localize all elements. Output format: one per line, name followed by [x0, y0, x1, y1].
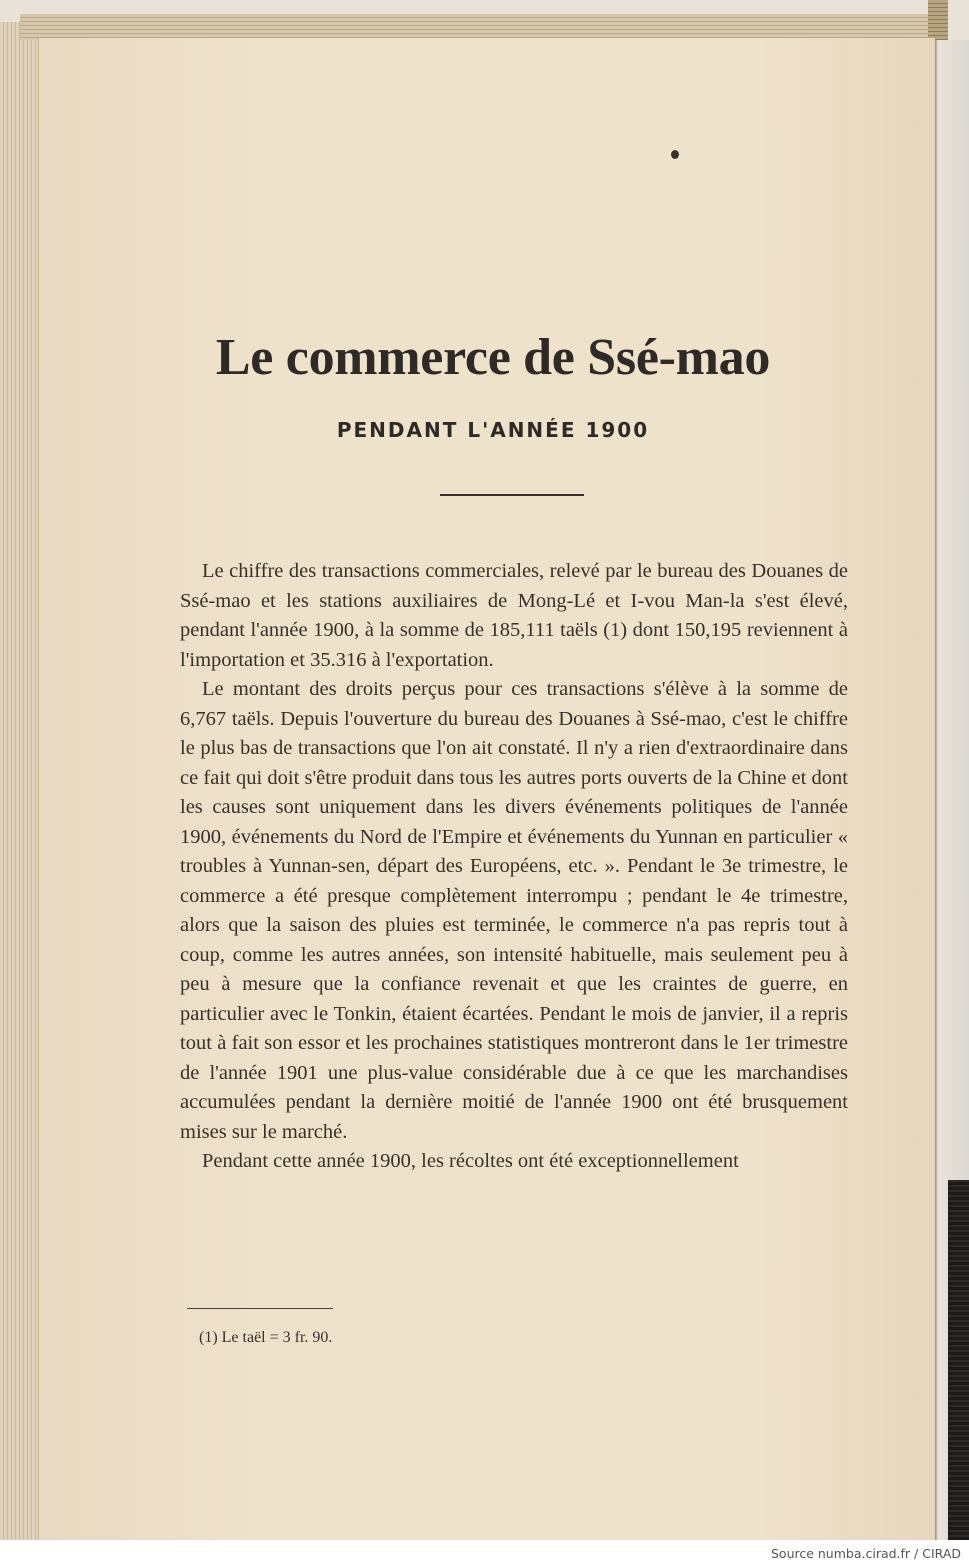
article-body: [180, 557, 848, 1177]
binding-tape: [948, 1180, 969, 1540]
title-divider: [440, 494, 584, 496]
article-subtitle: PENDANT L'ANNÉE 1900: [336, 418, 650, 442]
ink-dot: [671, 150, 679, 159]
paragraph: Pendant cette année 1900, les récoltes ont été exceptionnellement: [202, 1150, 739, 1172]
book-top-edge: [20, 14, 940, 40]
source-credit: Source numba.cirad.fr / CIRAD: [770, 1546, 961, 1561]
paragraph: Le montant des droits perçus pour ces transactions s'élève à la somme de 6,767 taëls. Depuis l'ouverture du bureau des Douanes à Ssé-mao, c'est le chiffre le plus bas de transactions que l'on ait constaté. Il n'y a rien d'extraordinaire dans ce fait qui doit s'être produit dans tous les autres ports ouverts de la Chine et dont les causes sont uniquement dans les divers événements politiques de l'année 1900, événements du Nord de l'Empire et événements du Yunnan en particulier « troubles à Yunnan-sen, départ des Européens, etc. ». Pendant le 3e trimestre, le commerce a été presque complètement interrompu ; pendant le 4e trimestre, alors que la saison des pluies est terminée, le commerce n'a pas repris tout à coup, comme les autres années, son intensité habituelle, mais seulement peu à peu à mesure que la confiance revenait et que les craintes de guerre, en particulier avec le Tonkin, étaient écartées. Pendant le mois de janvier, il a repris tout à fait son essor et les prochaines statistiques montreront dans le 1er trimestre de l'année 1901 une plus-value considérable due à ce que les marchandises accumulées pendant la dernière moitié de l'année 1900 ont été brusquement mises sur le marché.: [180, 678, 848, 1143]
footnote-divider: [187, 1308, 333, 1309]
paragraph: Le chiffre des transactions commerciales, relevé par le bureau des Douanes de Ssé-mao et les stations auxiliaires de Mong-Lé et I-vou Man-la s'est élevé, pendant l'année 1900, à la somme de 185,111 taëls (1) dont 150,195 reviennent à l'importation et 35.316 à l'exportation.: [180, 560, 848, 671]
article-title: Le commerce de Ssé-mao: [215, 329, 771, 386]
footnote: (1) Le taël = 3 fr. 90.: [199, 1329, 333, 1346]
page-stack-edge: [0, 22, 38, 1540]
